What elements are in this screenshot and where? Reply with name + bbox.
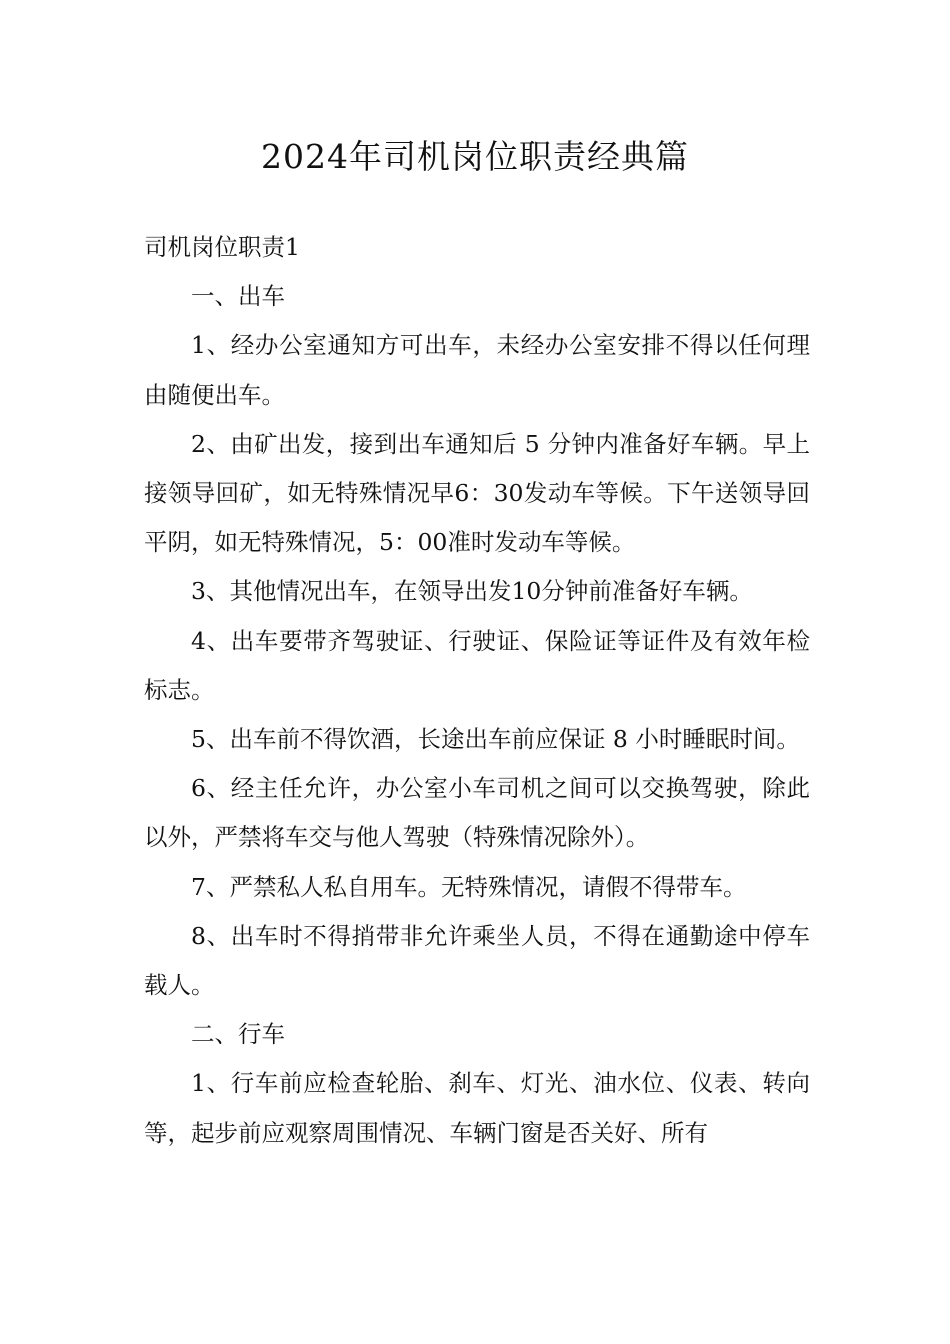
document-title: 2024年司机岗位职责经典篇 [261, 137, 689, 176]
paragraph: 8、出车时不得捎带非允许乘坐人员，不得在通勤途中停车载人。 [144, 921, 810, 1000]
paragraph: 2、由矿出发，接到出车通知后 5 分钟内准备好车辆。早上接领导回矿，如无特殊情况早6：30发动车等候。下午送领导回平阴，如无特殊情况，5：00准时发动车等候。 [144, 429, 810, 557]
paragraph: 1、行车前应检查轮胎、刹车、灯光、油水位、仪表、转向等，起步前应观察周围情况、车辆门窗是否关好、所有 [144, 1069, 810, 1147]
paragraph: 1、经办公室通知方可出车，未经办公室安排不得以任何理由随便出车。 [144, 331, 810, 409]
section-heading: 司机岗位职责1 [144, 233, 300, 261]
document-body [144, 223, 810, 1158]
paragraph: 5、出车前不得饮酒，长途出车前应保证 8 小时睡眠时间。 [191, 725, 800, 754]
paragraph: 6、经主任允许，办公室小车司机之间可以交换驾驶，除此以外，严禁将车交与他人驾驶（特殊情况除外）。 [144, 774, 810, 852]
paragraph: 3、其他情况出车，在领导出发10分钟前准备好车辆。 [191, 577, 753, 606]
paragraph-heading-departure: 一、出车 [191, 282, 285, 311]
paragraph: 4、出车要带齐驾驶证、行驶证、保险证等证件及有效年检标志。 [144, 626, 810, 704]
paragraph-heading-driving: 二、行车 [191, 1020, 285, 1049]
paragraph: 7、严禁私人私自用车。无特殊情况，请假不得带车。 [191, 872, 747, 901]
